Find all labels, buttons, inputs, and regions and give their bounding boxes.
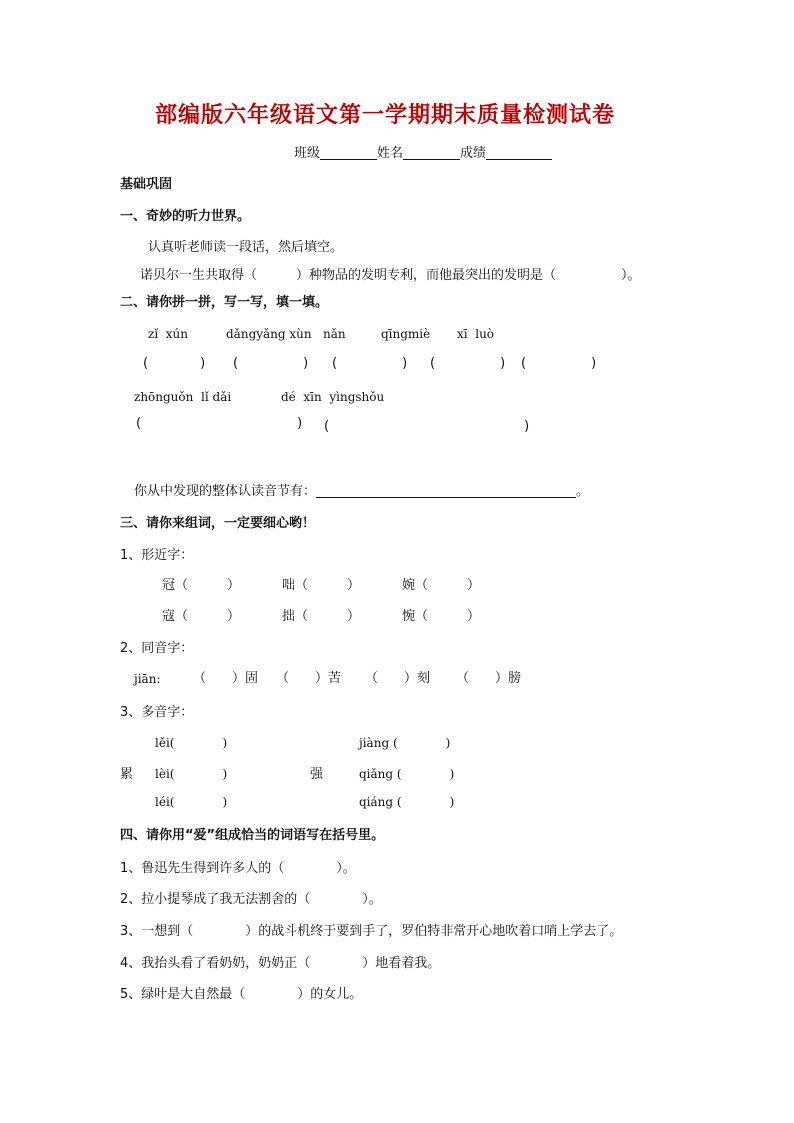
pinyin-item: zǐ xún — [148, 327, 189, 341]
pinyin-item: nǎn — [323, 327, 346, 341]
polyphone-item[interactable]: léi( ) — [155, 795, 228, 809]
q4-item: 2、拉小提琴成了我无法割舍的（ ）。 — [120, 892, 382, 907]
pinyin-item: dé xīn yìngshǒu — [281, 390, 385, 404]
homophone-item[interactable]: （ ）刻 — [365, 671, 431, 686]
word-group-item[interactable]: 寇（ ） — [162, 609, 241, 624]
answer-parens[interactable]: ( ) — [324, 419, 530, 434]
score-blank[interactable] — [486, 147, 552, 160]
word-group-item[interactable]: 拙（ ） — [282, 609, 361, 624]
q4-item: 5、绿叶是大自然最（ ）的女儿。 — [120, 987, 363, 1002]
q4-item: 1、鲁迅先生得到许多人的（ ）。 — [120, 861, 356, 876]
q2-heading: 二、请你拼一拼，写一写，填一填。 — [120, 295, 329, 310]
polyphone-item[interactable]: lèi( ) — [155, 767, 228, 781]
polyphone-item[interactable]: qiáng ( ) — [359, 795, 455, 809]
q3-sub3: 3、多音字： — [120, 705, 194, 720]
q3-heading: 三、请你来组词，一定要细心哟！ — [120, 516, 316, 531]
q4-item: 3、一想到（ ）的战斗机终于要到手了，罗伯特非常开心地吹着口哨上学去了。 — [120, 924, 623, 939]
homophone-pinyin: jiān: — [134, 672, 161, 686]
pinyin-item: dǎngyǎng xùn — [226, 327, 312, 341]
q3-sub1: 1、形近字： — [120, 548, 194, 563]
answer-parens[interactable]: ( ) — [430, 356, 506, 371]
overall-syllables-line — [134, 485, 589, 498]
q4-heading: 四、请你用“爱”组成恰当的词语写在括号里。 — [120, 828, 385, 843]
homophone-item[interactable]: （ ）苦 — [276, 671, 342, 686]
word-group-item[interactable]: 惋（ ） — [402, 609, 481, 624]
page-title: 部编版六年级语文第一学期期末质量检测试卷 — [155, 102, 616, 128]
pinyin-item: zhōnguǒn lǐ dǎi — [134, 390, 232, 404]
answer-parens[interactable]: ( ) — [332, 356, 408, 371]
score-label: 成绩 — [460, 146, 487, 161]
homophone-item[interactable]: （ ）膀 — [456, 671, 522, 686]
pinyin-item: qīngmiè — [381, 327, 431, 341]
word-group-item[interactable]: 婉（ ） — [402, 578, 481, 593]
polyphone-item[interactable]: lěi( ) — [155, 736, 228, 750]
student-info-line — [294, 147, 552, 160]
polyphone-item[interactable]: qiǎng ( ) — [359, 767, 455, 781]
class-label: 班级 — [294, 146, 321, 161]
polyphone-item[interactable]: jiàng ( ) — [359, 736, 451, 750]
period: 。 — [576, 484, 590, 499]
q1-instruction: 认真听老师读一段话，然后填空。 — [148, 240, 344, 255]
q3-sub2: 2、同音字： — [120, 641, 194, 656]
answer-parens[interactable]: ( ) — [233, 356, 309, 371]
answer-parens[interactable]: ( ) — [521, 356, 597, 371]
q1-question: 诺贝尔一生共取得（ ）种物品的发明专利，而他最突出的发明是（ ）。 — [140, 268, 641, 283]
q4-item: 4、我抬头看了看奶奶，奶奶正（ ）地看着我。 — [120, 956, 441, 971]
word-group-item[interactable]: 冠（ ） — [162, 578, 241, 593]
answer-parens[interactable]: ( ) — [143, 356, 206, 371]
pinyin-item: xī luò — [457, 327, 495, 341]
word-group-item[interactable]: 咄（ ） — [282, 578, 361, 593]
polyphone-char-lei: 累 — [120, 767, 134, 782]
q1-heading: 一、奇妙的听力世界。 — [120, 209, 251, 224]
section-basic: 基础巩固 — [120, 177, 173, 192]
homophone-item[interactable]: （ ）固 — [193, 671, 259, 686]
polyphone-char-qiang: 强 — [310, 767, 324, 782]
class-blank[interactable] — [320, 147, 377, 160]
overall-syllables-blank[interactable] — [316, 485, 576, 498]
name-blank[interactable] — [403, 147, 460, 160]
answer-parens[interactable]: ( ) — [136, 416, 303, 431]
name-label: 姓名 — [377, 146, 404, 161]
overall-syllables-label: 你从中发现的整体认读音节有： — [134, 484, 317, 499]
